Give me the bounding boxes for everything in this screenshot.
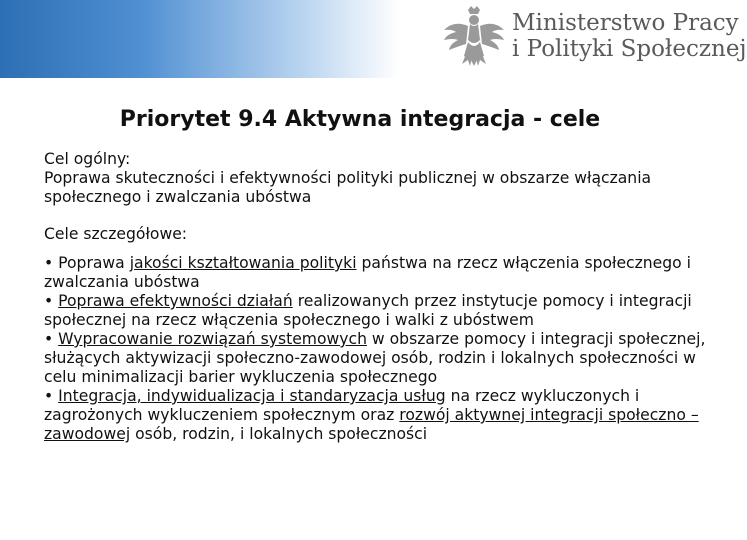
polish-eagle-icon xyxy=(440,4,508,68)
slide-body xyxy=(44,150,706,444)
header-band xyxy=(0,0,400,78)
specific-goals-label: Cele szczegółowe: xyxy=(44,225,188,243)
ministry-name xyxy=(512,10,747,62)
bullet-item: • Poprawa efektywności działań realizowanych przez instytucje pomocy i integracji społecznej na rzecz włączenia społecznego i walki z ubóstwem xyxy=(44,292,692,329)
ministry-line-2: i Polityki Społecznej xyxy=(512,36,747,62)
underlined-text: Wypracowanie rozwiązań systemowych xyxy=(58,330,367,348)
ministry-line-1: Ministerstwo Pracy xyxy=(512,10,739,36)
underlined-text: jakości kształtowania polityki xyxy=(129,254,357,272)
underlined-text: Poprawa efektywności działań xyxy=(58,292,293,310)
bullet-item: • Integracja, indywidualizacja i standaryzacja usług na rzecz wykluczonych i zagrożonych wykluczeniem społecznym oraz rozwój aktywnej integracji społeczno – zawodowej osób, rodzin, i lokalnych społeczności xyxy=(44,387,699,443)
bullet-item: • Poprawa jakości kształtowania polityki państwa na rzecz włączenia społecznego i zwalczania ubóstwa xyxy=(44,254,692,291)
general-goal-label: Cel ogólny: xyxy=(44,150,131,168)
underlined-text: Integracja, indywidualizacja i standaryzacja usług xyxy=(58,387,446,405)
general-goal-text: Poprawa skuteczności i efektywności polityki publicznej w obszarze włączania społecznego i zwalczania ubóstwa xyxy=(44,169,652,206)
slide-title: Priorytet 9.4 Aktywna integracja - cele xyxy=(119,107,601,132)
bullet-item: • Wypracowanie rozwiązań systemowych w obszarze pomocy i integracji społecznej, służących aktywizacji społeczno-zawodowej osób, rodzin i lokalnych społeczności w celu minimalizacji barier wykluczenia społecznego xyxy=(44,330,706,386)
ministry-logo xyxy=(440,4,747,68)
underlined-text: rozwój aktywnej integracji społeczno – zawodowej xyxy=(44,406,699,443)
